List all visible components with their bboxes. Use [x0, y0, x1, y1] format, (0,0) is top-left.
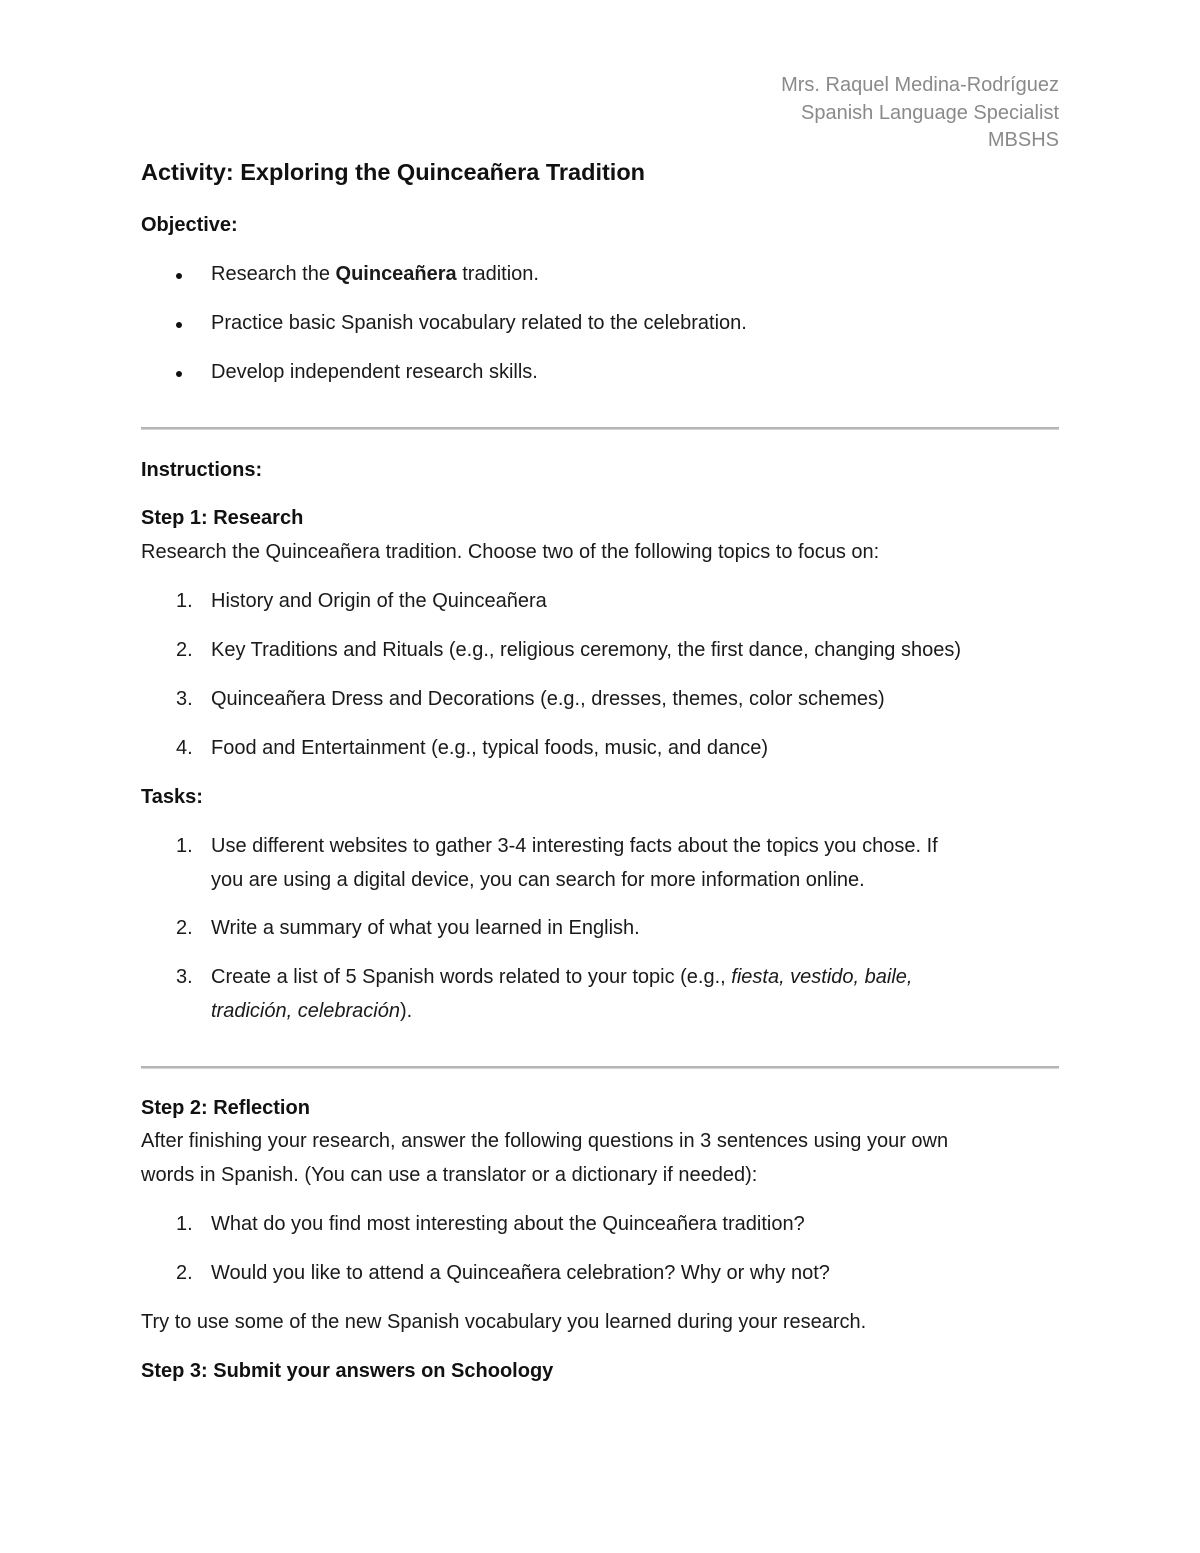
topic-item-4: Food and Entertainment (e.g., typical foods, music, and dance) [211, 737, 768, 759]
list-number: 2. [176, 639, 193, 661]
horizontal-divider [141, 427, 1059, 429]
bullet-icon [176, 322, 182, 328]
step2-intro-line2: words in Spanish. (You can use a translator or a dictionary if needed): [141, 1164, 758, 1186]
list-number: 1. [176, 835, 193, 857]
teacher-header [781, 72, 1059, 155]
teacher-role: Spanish Language Specialist [801, 101, 1059, 124]
list-number: 4. [176, 737, 193, 759]
school-name: MBSHS [987, 129, 1059, 151]
page-title: Activity: Exploring the Quinceañera Tradition [141, 159, 646, 185]
task-item-2: Write a summary of what you learned in English. [211, 917, 640, 939]
list-number: 1. [176, 590, 193, 612]
bullet-icon [176, 371, 182, 377]
objective-item-1: Research the Quinceañera tradition. [211, 263, 539, 285]
list-number: 1. [176, 1213, 193, 1235]
task-item-3-line2: tradición, celebración). [211, 1000, 413, 1022]
step2-intro-line1: After finishing your research, answer the following questions in 3 sentences using your own [141, 1130, 949, 1152]
objective-item-3: Develop independent research skills. [211, 361, 538, 383]
bullet-icon [176, 273, 182, 279]
step3-heading: Step 3: Submit your answers on Schoology [141, 1360, 554, 1382]
topic-item-1: History and Origin of the Quinceañera [211, 590, 547, 612]
task-item-1-line2: you are using a digital device, you can search for more information online. [211, 869, 865, 891]
list-number: 2. [176, 917, 193, 939]
list-number: 3. [176, 688, 193, 710]
list-number: 3. [176, 966, 193, 988]
topic-item-3: Quinceañera Dress and Decorations (e.g., dresses, themes, color schemes) [211, 688, 885, 710]
task-item-1-line1: Use different websites to gather 3-4 interesting facts about the topics you chose. If [211, 835, 938, 857]
task-item-3-line1: Create a list of 5 Spanish words related to your topic (e.g., fiesta, vestido, baile, [211, 966, 913, 988]
step1-heading: Step 1: Research [141, 507, 304, 529]
tasks-heading: Tasks: [141, 786, 203, 808]
step2-heading: Step 2: Reflection [141, 1097, 310, 1119]
topic-item-2: Key Traditions and Rituals (e.g., religious ceremony, the first dance, changing shoes) [211, 639, 962, 661]
instructions-heading: Instructions: [141, 459, 263, 481]
horizontal-divider [141, 1066, 1059, 1068]
objective-heading: Objective: [141, 214, 238, 236]
objective-item-2: Practice basic Spanish vocabulary related to the celebration. [211, 312, 747, 334]
list-number: 2. [176, 1262, 193, 1284]
teacher-name: Mrs. Raquel Medina-Rodríguez [781, 74, 1059, 96]
step1-intro: Research the Quinceañera tradition. Choose two of the following topics to focus on: [141, 541, 880, 563]
question-item-2: Would you like to attend a Quinceañera celebration? Why or why not? [211, 1262, 830, 1284]
vocabulary-note: Try to use some of the new Spanish vocabulary you learned during your research. [141, 1311, 867, 1333]
question-item-1: What do you find most interesting about the Quinceañera tradition? [211, 1213, 805, 1235]
